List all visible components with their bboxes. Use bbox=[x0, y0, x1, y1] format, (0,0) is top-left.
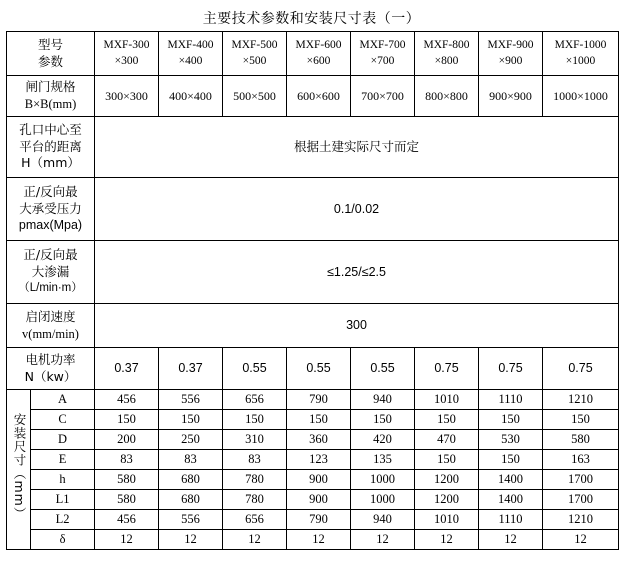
row-label: 平台的距离 bbox=[19, 138, 82, 154]
install-value-cell: 900 bbox=[287, 470, 351, 490]
install-row bbox=[7, 410, 619, 430]
model-size: ×300 bbox=[114, 54, 139, 67]
model-cell bbox=[351, 32, 415, 76]
motor-row bbox=[7, 348, 619, 390]
row-label-cell bbox=[7, 348, 95, 390]
model-size: ×800 bbox=[434, 54, 459, 67]
install-value-cell: 680 bbox=[159, 470, 223, 490]
install-value-cell: 12 bbox=[543, 530, 619, 550]
install-value-cell: 1200 bbox=[415, 490, 479, 510]
row-label: 启闭速度 bbox=[25, 308, 76, 324]
install-value-cell: 556 bbox=[159, 390, 223, 410]
gate-spec-cell: 1000×1000 bbox=[543, 76, 619, 117]
install-value-cell: 150 bbox=[223, 410, 287, 430]
model-cell bbox=[543, 32, 619, 76]
install-value-cell: 790 bbox=[287, 390, 351, 410]
row-label-cell bbox=[7, 178, 95, 241]
header-row bbox=[7, 32, 619, 76]
install-value-cell: 1700 bbox=[543, 490, 619, 510]
install-row bbox=[7, 510, 619, 530]
gate-spec-cell: 600×600 bbox=[287, 76, 351, 117]
install-value-cell: 556 bbox=[159, 510, 223, 530]
model-size: ×600 bbox=[306, 54, 331, 67]
model-name: MXF-500 bbox=[231, 38, 278, 51]
install-value-cell: 12 bbox=[95, 530, 159, 550]
install-value-cell: 250 bbox=[159, 430, 223, 450]
install-value-cell: 150 bbox=[351, 410, 415, 430]
install-value-cell: 1000 bbox=[351, 470, 415, 490]
row-label-cell bbox=[7, 76, 95, 117]
install-value-cell: 1200 bbox=[415, 470, 479, 490]
spec-table bbox=[6, 31, 619, 550]
install-value-cell: 1110 bbox=[479, 510, 543, 530]
install-value-cell: 1210 bbox=[543, 510, 619, 530]
model-cell bbox=[287, 32, 351, 76]
install-value-cell: 656 bbox=[223, 510, 287, 530]
install-value-cell: 420 bbox=[351, 430, 415, 450]
install-value-cell: 1010 bbox=[415, 390, 479, 410]
install-group-label-cell bbox=[7, 390, 31, 550]
install-value-cell: 12 bbox=[351, 530, 415, 550]
header-label-param: 参数 bbox=[38, 53, 64, 69]
install-value-cell: 470 bbox=[415, 430, 479, 450]
hole-height-row bbox=[7, 117, 619, 178]
install-value-cell: 1400 bbox=[479, 470, 543, 490]
model-cell bbox=[415, 32, 479, 76]
install-dimension-name: E bbox=[31, 450, 95, 470]
row-label: 大渗漏 bbox=[31, 264, 70, 280]
install-value-cell: 200 bbox=[95, 430, 159, 450]
row-label: 电机功率 bbox=[25, 351, 76, 367]
model-name: MXF-800 bbox=[423, 38, 470, 51]
install-value-cell: 940 bbox=[351, 510, 415, 530]
install-value-cell: 150 bbox=[95, 410, 159, 430]
row-label: 正/反向最 bbox=[23, 183, 78, 199]
row-label-unit: B×B(mm) bbox=[24, 97, 77, 111]
model-name: MXF-700 bbox=[359, 38, 406, 51]
install-value-cell: 83 bbox=[159, 450, 223, 470]
model-name: MXF-400 bbox=[167, 38, 214, 51]
install-value-cell: 580 bbox=[95, 470, 159, 490]
model-cell bbox=[159, 32, 223, 76]
install-value-cell: 150 bbox=[159, 410, 223, 430]
hole-height-value: 根据土建实际尺寸而定 bbox=[95, 117, 619, 178]
install-row bbox=[7, 390, 619, 410]
model-name: MXF-1000 bbox=[554, 38, 607, 51]
gate-spec-row bbox=[7, 76, 619, 117]
model-size: ×700 bbox=[370, 54, 395, 67]
row-label: 孔口中心至 bbox=[19, 121, 82, 137]
install-value-cell: 150 bbox=[479, 410, 543, 430]
row-label-cell bbox=[7, 241, 95, 304]
gate-spec-cell: 700×700 bbox=[351, 76, 415, 117]
motor-cell: 0.55 bbox=[351, 348, 415, 390]
pressure-row bbox=[7, 178, 619, 241]
install-row bbox=[7, 470, 619, 490]
row-label-unit: （L/min·m） bbox=[18, 282, 83, 295]
model-size: ×1000 bbox=[565, 54, 596, 67]
row-label-unit: N（kw） bbox=[24, 368, 77, 384]
install-value-cell: 12 bbox=[159, 530, 223, 550]
install-value-cell: 580 bbox=[95, 490, 159, 510]
install-value-cell: 680 bbox=[159, 490, 223, 510]
install-dimension-name: h bbox=[31, 470, 95, 490]
install-dimension-name: L2 bbox=[31, 510, 95, 530]
install-row bbox=[7, 450, 619, 470]
model-cell bbox=[479, 32, 543, 76]
install-value-cell: 150 bbox=[415, 410, 479, 430]
install-value-cell: 780 bbox=[223, 470, 287, 490]
model-size: ×400 bbox=[178, 54, 203, 67]
leakage-row bbox=[7, 241, 619, 304]
install-value-cell: 1110 bbox=[479, 390, 543, 410]
install-value-cell: 150 bbox=[415, 450, 479, 470]
speed-row bbox=[7, 304, 619, 348]
install-value-cell: 150 bbox=[543, 410, 619, 430]
install-value-cell: 456 bbox=[95, 390, 159, 410]
gate-spec-cell: 800×800 bbox=[415, 76, 479, 117]
install-value-cell: 1000 bbox=[351, 490, 415, 510]
install-value-cell: 135 bbox=[351, 450, 415, 470]
install-value-cell: 12 bbox=[287, 530, 351, 550]
install-value-cell: 83 bbox=[223, 450, 287, 470]
install-value-cell: 163 bbox=[543, 450, 619, 470]
row-label-cell bbox=[7, 304, 95, 348]
speed-value: 300 bbox=[95, 304, 619, 348]
install-value-cell: 123 bbox=[287, 450, 351, 470]
motor-cell: 0.75 bbox=[415, 348, 479, 390]
install-value-cell: 12 bbox=[223, 530, 287, 550]
model-cell bbox=[95, 32, 159, 76]
install-group-label: 安装尺寸（mm） bbox=[11, 412, 27, 520]
install-dimension-name: C bbox=[31, 410, 95, 430]
motor-cell: 0.55 bbox=[287, 348, 351, 390]
install-value-cell: 310 bbox=[223, 430, 287, 450]
motor-cell: 0.75 bbox=[543, 348, 619, 390]
install-value-cell: 656 bbox=[223, 390, 287, 410]
install-dimension-name: L1 bbox=[31, 490, 95, 510]
motor-cell: 0.37 bbox=[95, 348, 159, 390]
row-label: 正/反向最 bbox=[23, 247, 78, 263]
install-value-cell: 1210 bbox=[543, 390, 619, 410]
model-size: ×500 bbox=[242, 54, 267, 67]
install-value-cell: 1700 bbox=[543, 470, 619, 490]
gate-spec-cell: 900×900 bbox=[479, 76, 543, 117]
install-row bbox=[7, 530, 619, 550]
install-value-cell: 580 bbox=[543, 430, 619, 450]
motor-cell: 0.37 bbox=[159, 348, 223, 390]
model-name: MXF-300 bbox=[103, 38, 150, 51]
model-name: MXF-900 bbox=[487, 38, 534, 51]
header-label-cell bbox=[7, 32, 95, 76]
install-row bbox=[7, 430, 619, 450]
table-title: 主要技术参数和安装尺寸表（一） bbox=[202, 11, 421, 27]
header-label-model: 型号 bbox=[38, 36, 64, 52]
model-size: ×900 bbox=[498, 54, 523, 67]
row-label-unit: pmax(Mpa) bbox=[18, 218, 83, 233]
model-cell bbox=[223, 32, 287, 76]
model-name: MXF-600 bbox=[295, 38, 342, 51]
install-value-cell: 12 bbox=[415, 530, 479, 550]
install-value-cell: 530 bbox=[479, 430, 543, 450]
spec-table-body bbox=[7, 32, 619, 550]
install-value-cell: 150 bbox=[479, 450, 543, 470]
row-label-unit: H（mm） bbox=[21, 155, 80, 171]
motor-cell: 0.55 bbox=[223, 348, 287, 390]
install-value-cell: 780 bbox=[223, 490, 287, 510]
row-label: 大承受压力 bbox=[19, 200, 82, 216]
gate-spec-cell: 400×400 bbox=[159, 76, 223, 117]
row-label-cell bbox=[7, 117, 95, 178]
install-value-cell: 83 bbox=[95, 450, 159, 470]
install-row bbox=[7, 490, 619, 510]
motor-cell: 0.75 bbox=[479, 348, 543, 390]
install-value-cell: 1010 bbox=[415, 510, 479, 530]
install-dimension-name: D bbox=[31, 430, 95, 450]
install-value-cell: 790 bbox=[287, 510, 351, 530]
install-dimension-name: A bbox=[31, 390, 95, 410]
install-dimension-name: δ bbox=[31, 530, 95, 550]
pressure-value: 0.1/0.02 bbox=[95, 178, 619, 241]
leakage-value: ≤1.25/≤2.5 bbox=[95, 241, 619, 304]
row-label: 闸门规格 bbox=[25, 79, 76, 95]
row-label-unit: v(mm/min) bbox=[22, 326, 79, 341]
install-value-cell: 900 bbox=[287, 490, 351, 510]
install-value-cell: 12 bbox=[479, 530, 543, 550]
gate-spec-cell: 300×300 bbox=[95, 76, 159, 117]
install-value-cell: 456 bbox=[95, 510, 159, 530]
install-value-cell: 360 bbox=[287, 430, 351, 450]
install-value-cell: 150 bbox=[287, 410, 351, 430]
install-value-cell: 1400 bbox=[479, 490, 543, 510]
gate-spec-cell: 500×500 bbox=[223, 76, 287, 117]
install-value-cell: 940 bbox=[351, 390, 415, 410]
